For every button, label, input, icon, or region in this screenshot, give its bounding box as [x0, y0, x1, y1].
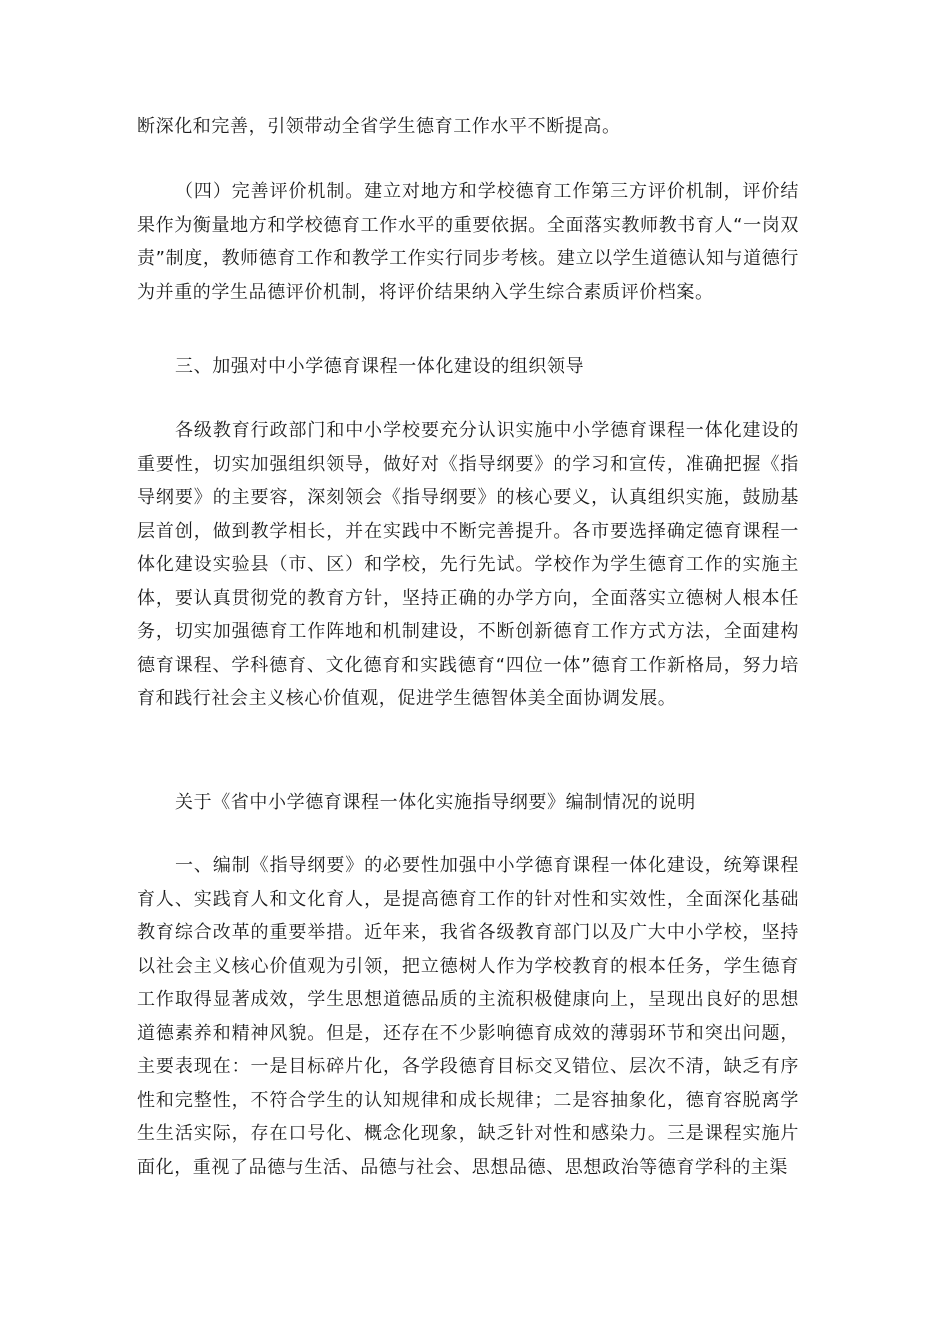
- paragraph-organization-leadership: 各级教育行政部门和中小学校要充分认识实施中小学德育课程一体化建设的重要性，切实加强组织领导，做好对《指导纲要》的学习和宣传，准确把握《指导纲要》的主要容，深刻领会《指导纲要》的核心要义，认真组织实施，鼓励基层首创，做到教学相长，并在实践中不断完善提升。各市要选择确定德育课程一体化建设实验县（市、区）和学校，先行先试。学校作为学生德育工作的实施主体，要认真贯彻党的教育方针，坚持正确的办学方向，全面落实立德树人根本任务，切实加强德育工作阵地和机制建设，不断创新德育工作方式方法，全面建构德育课程、学科德育、文化德育和实践德育“四位一体”德育工作新格局，努力培育和践行社会主义核心价值观，促进学生德智体美全面协调发展。: [137, 420, 799, 709]
- section-heading-three: 三、加强对中小学德育课程一体化建设的组织领导: [175, 356, 585, 377]
- paragraph-necessity: 一、编制《指导纲要》的必要性加强中小学德育课程一体化建设，统筹课程育人、实践育人和文化育人，是提高德育工作的针对性和实效性，全面深化基础教育综合改革的重要举措。近年来，我省各级教育部门以及广大中小学校，坚持以社会主义核心价值观为引领，把立德树人作为学校教育的根本任务，学生德育工作取得显著成效，学生思想道德品质的主流积极健康向上，呈现出良好的思想道德素养和精神风貌。但是，还存在不少影响德育成效的薄弱环节和突出问题，主要表现在：一是目标碎片化，各学段德育目标交叉错位、层次不清，缺乏有序性和完整性，不符合学生的认知规律和成长规律；二是容抽象化，德育容脱离学生生活实际，存在口号化、概念化现象，缺乏针对性和感染力。三是课程实施片面化，重视了品德与生活、品德与社会、思想品德、思想政治等德育学科的主渠: [137, 855, 799, 1178]
- paragraph-evaluation-mechanism: （四）完善评价机制。建立对地方和学校德育工作第三方评价机制，评价结果作为衡量地方和学校德育工作水平的重要依据。全面落实教师教书育人“一岗双责”制度，教师德育工作和教学工作实行同步考核。建立以学生道德认知与道德行为并重的学生品德评价机制，将评价结果纳入学生综合素质评价档案。: [137, 181, 799, 303]
- explanation-title: 关于《省中小学德育课程一体化实施指导纲要》编制情况的说明: [175, 792, 696, 813]
- paragraph-continuation: 断深化和完善，引领带动全省学生德育工作水平不断提高。: [137, 116, 621, 137]
